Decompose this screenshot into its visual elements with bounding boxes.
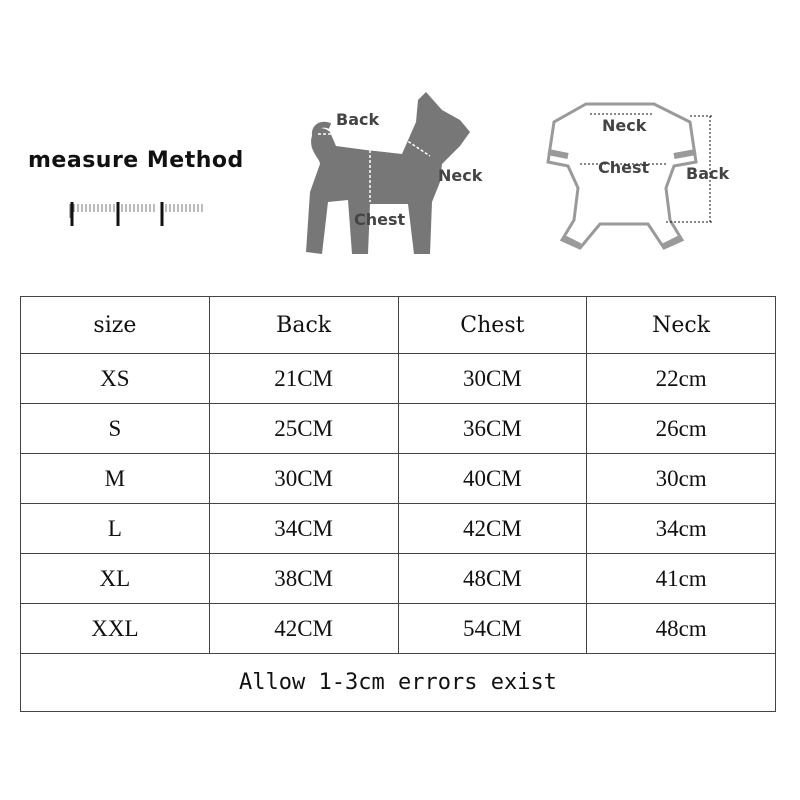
table-row (21, 404, 776, 454)
cell-neck: 30cm (587, 454, 776, 504)
dog-chest-label: Chest (354, 210, 406, 229)
dog-neck-label: Neck (438, 166, 483, 185)
cell-neck: 22cm (587, 354, 776, 404)
cell-neck: 41cm (587, 554, 776, 604)
cell-back: 21CM (209, 354, 398, 404)
cell-chest: 36CM (398, 404, 587, 454)
cell-size: L (21, 504, 210, 554)
cell-back: 25CM (209, 404, 398, 454)
cell-size: XS (21, 354, 210, 404)
table-header-row (21, 297, 776, 354)
table-row (21, 454, 776, 504)
table-row (21, 604, 776, 654)
garment-measure-diagram (540, 92, 740, 262)
measure-method-title: measure Method (28, 148, 244, 173)
tolerance-note: Allow 1-3cm errors exist (21, 654, 776, 712)
cell-neck: 34cm (587, 504, 776, 554)
cell-size: XL (21, 554, 210, 604)
table-row (21, 504, 776, 554)
table-row (21, 354, 776, 404)
cell-back: 34CM (209, 504, 398, 554)
cell-size: S (21, 404, 210, 454)
header-chest: Chest (398, 297, 587, 354)
dog-back-label: Back (336, 110, 380, 129)
cell-chest: 48CM (398, 554, 587, 604)
garment-back-label: Back (686, 164, 730, 183)
cell-chest: 40CM (398, 454, 587, 504)
cell-chest: 30CM (398, 354, 587, 404)
cell-back: 38CM (209, 554, 398, 604)
cell-chest: 42CM (398, 504, 587, 554)
cell-size: M (21, 454, 210, 504)
header-back: Back (209, 297, 398, 354)
cell-back: 30CM (209, 454, 398, 504)
header-neck: Neck (587, 297, 776, 354)
cell-neck: 48cm (587, 604, 776, 654)
garment-chest-label: Chest (598, 158, 650, 177)
cell-neck: 26cm (587, 404, 776, 454)
size-chart-table (20, 296, 776, 712)
cell-chest: 54CM (398, 604, 587, 654)
cell-back: 42CM (209, 604, 398, 654)
table-row (21, 554, 776, 604)
dog-measure-diagram (290, 82, 500, 262)
ruler-icon (68, 196, 208, 230)
cell-size: XXL (21, 604, 210, 654)
table-note-row (21, 654, 776, 712)
header-size: size (21, 297, 210, 354)
garment-neck-label: Neck (602, 116, 647, 135)
